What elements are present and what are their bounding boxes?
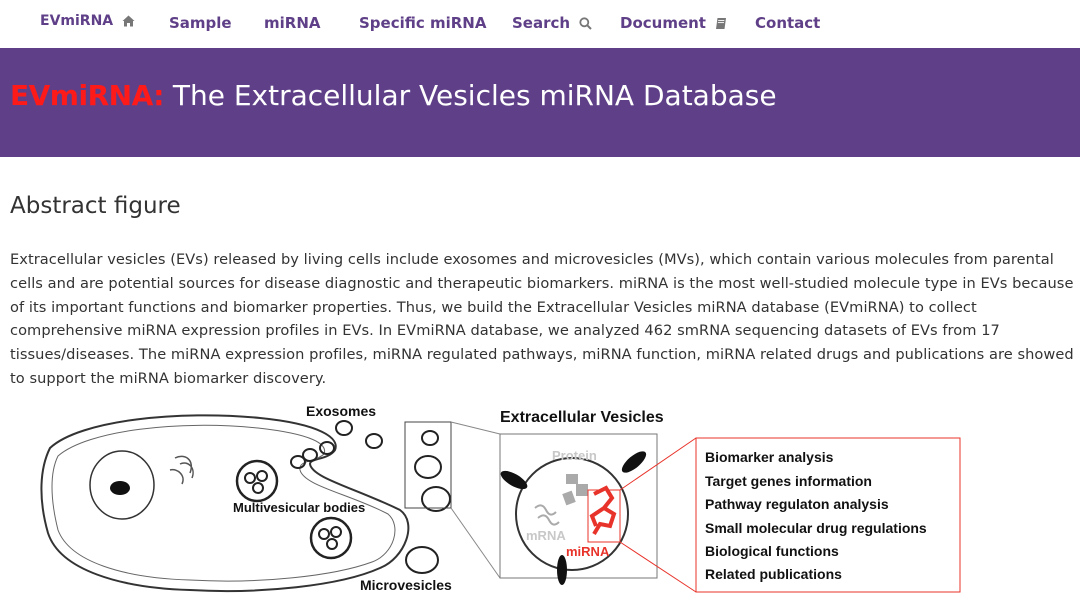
membrane-protein-right [619,448,650,476]
mvb-bottom [311,518,351,558]
nav-item-sample[interactable] [169,14,232,32]
nav-item-specific-mirna-label: Specific miRNA [359,14,487,32]
banner-title-text: The Extracellular Vesicles miRNA Database [163,79,777,112]
abstract-figure [10,398,1032,600]
feature-item: Pathway regulaton analysis [705,496,889,512]
label-microvesicles: Microvesicles [360,577,452,593]
feature-item: Biological functions [705,543,839,559]
vesicle-box [405,422,451,508]
abstract-paragraph: Extracellular vesicles (EVs) released by living cells include exosomes and microvesicles (MVs), which contain various molecules from parental cells and are potential sources for disease diagnostic and therapeutic biomarkers. miRNA is the most well-studied molecule type in EVs because of its important functions and biomarker properties. Thus, we build the Extracellular Vesicles miRNA database (EVmiRNA) to collect comprehensive miRNA expression profiles in EVs. In EVmiRNA database, we analyzed 462 smRNA sequencing datasets of EVs from 17 tissues/diseases. The miRNA expression profiles, miRNA regulated pathways, miRNA function, miRNA related drugs and publications are showed to support the miRNA biomarker discovery. [10,251,1074,387]
mrna-strands [535,505,559,524]
search-icon [579,17,592,30]
nav-item-contact-label: Contact [755,14,821,32]
nav-item-search[interactable] [512,14,592,32]
nav-item-document[interactable] [620,14,727,32]
nav-item-mirna[interactable] [264,14,320,32]
membrane-protein-bottom [557,555,567,585]
nav-item-mirna-label: miRNA [264,14,321,32]
feature-item: Target genes information [705,473,872,489]
nav-item-document-label: Document [620,14,706,32]
mvb-top [237,461,277,501]
nucleolus [110,481,130,495]
nav-item-specific-mirna[interactable] [359,14,486,32]
label-protein: Protein [552,448,597,463]
label-mvb: Multivesicular bodies [233,500,366,515]
section-title: Abstract figure [10,193,181,219]
membrane-protein-left [498,467,530,492]
banner-brand: EVmiRNA: [10,79,164,112]
banner-title [10,79,777,112]
feature-item: Biomarker analysis [705,449,834,465]
nav-brand-label: EVmiRNA [40,13,114,29]
mirna-structure [592,488,614,534]
label-exosomes: Exosomes [306,403,377,419]
nav-item-contact[interactable] [755,14,820,32]
book-icon [715,17,727,30]
feature-item: Small molecular drug regulations [705,520,927,536]
golgi [170,456,193,484]
nav-item-search-label: Search [512,14,571,32]
label-mirna: miRNA [566,544,610,559]
home-icon [122,15,135,27]
feature-item: Related publications [705,566,842,582]
protein-shapes [562,474,588,505]
label-mrna: mRNA [526,528,566,543]
nav-item-sample-label: Sample [169,14,232,32]
label-ev-title: Extracellular Vesicles [500,409,664,426]
hero-banner [0,48,1080,157]
abstract-figure-diagram [10,398,1032,600]
top-navbar [0,0,1080,48]
nav-brand-link[interactable] [40,13,135,29]
